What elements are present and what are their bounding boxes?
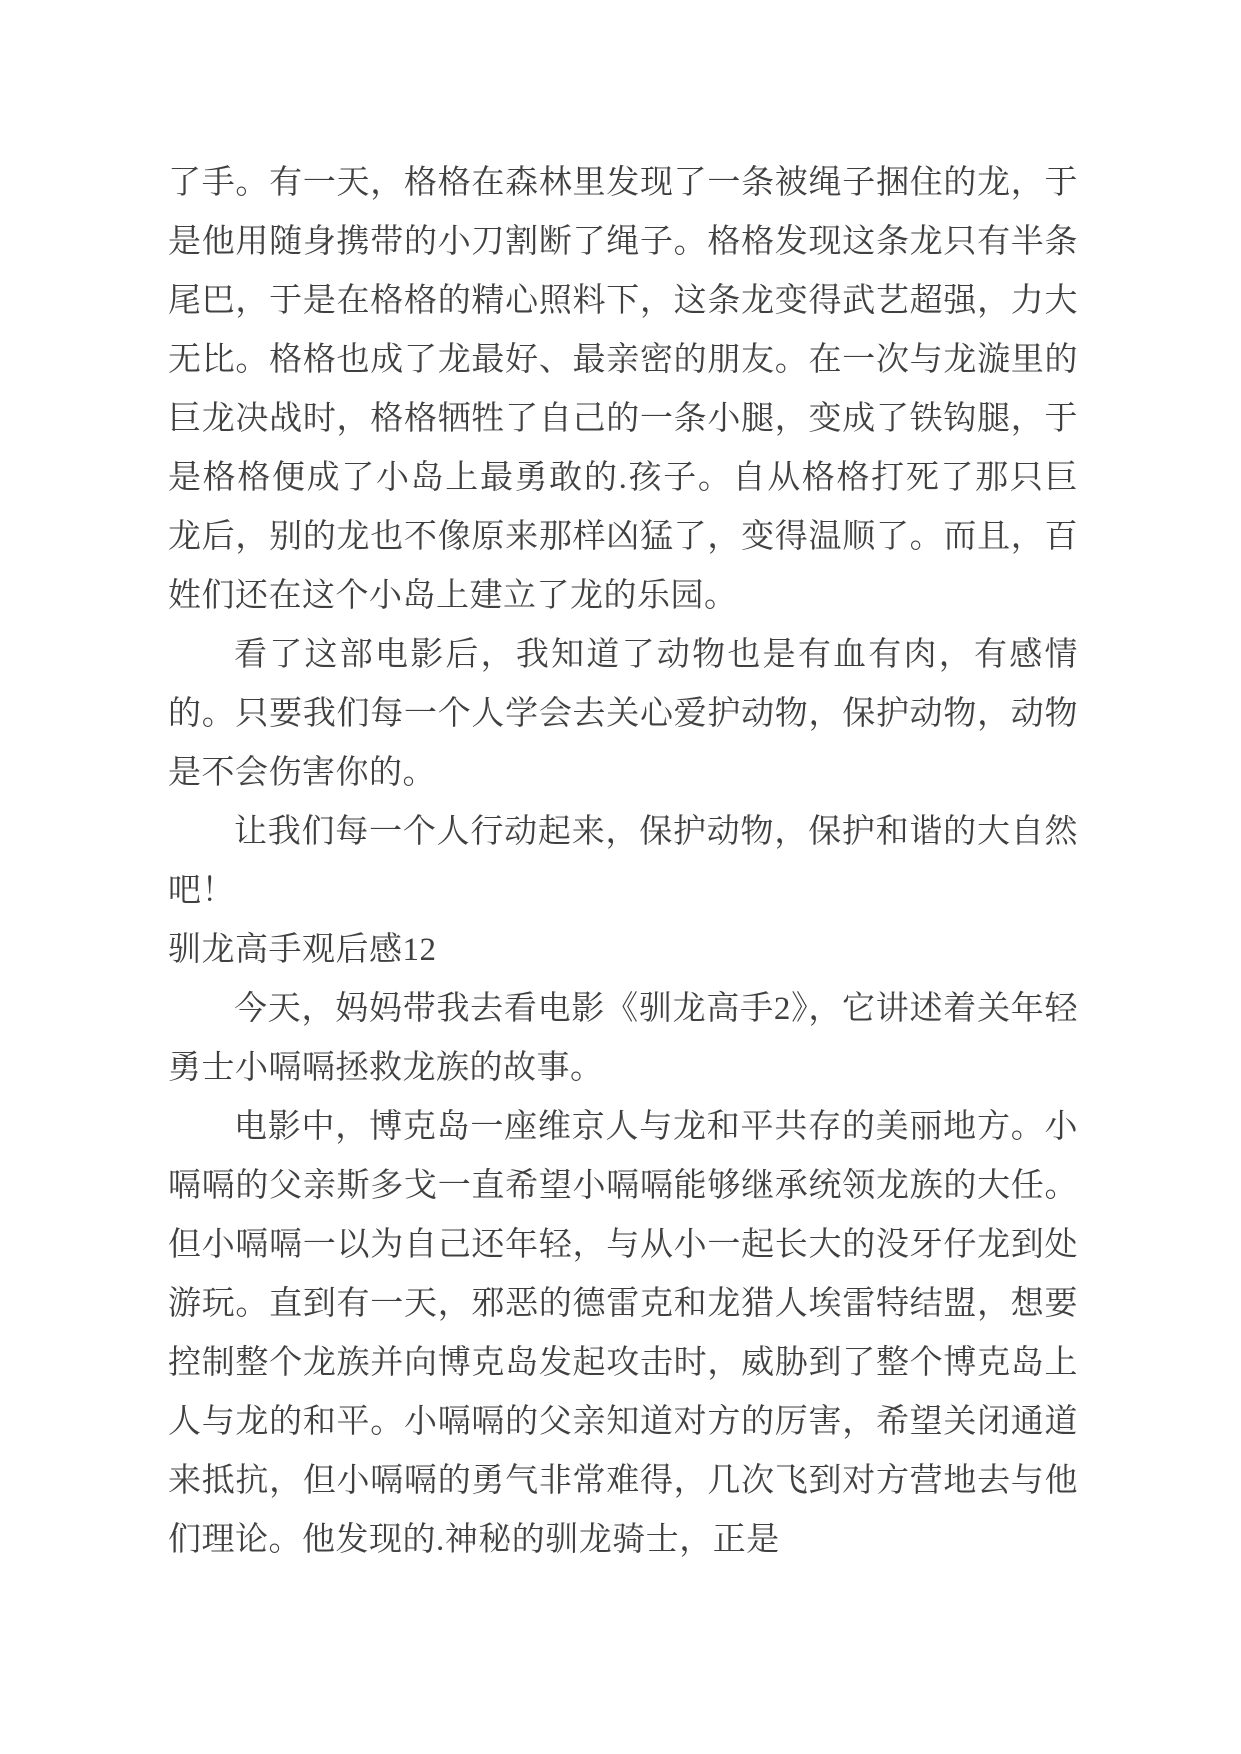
section-heading: 驯龙高手观后感12 bbox=[168, 932, 437, 968]
paragraph-call-to-action: 让我们每一个人行动起来，保护动物，保护和谐的大自然吧！ bbox=[168, 814, 1078, 909]
paragraph-intro: 今天，妈妈带我去看电影《驯龙高手2》，它讲述着关年轻勇士小嗝嗝拯救龙族的故事。 bbox=[168, 991, 1078, 1086]
paragraph-continuation: 了手。有一天，格格在森林里发现了一条被绳子捆住的龙，于是他用随身携带的小刀割断了绳子。格格发现这条龙只有半条尾巴，于是在格格的精心照料下，这条龙变得武艺超强，力大无比。格格也成了龙最好、最亲密的朋友。在一次与龙漩里的巨龙决战时，格格牺牲了自己的一条小腿，变成了铁钩腿，于是格格便成了小岛上最勇敢的.孩子。自从格格打死了那只巨龙后，别的龙也不像原来那样凶猛了，变得温顺了。而且，百姓们还在这个小岛上建立了龙的乐园。 bbox=[168, 165, 1078, 614]
paragraph-plot-summary: 电影中，博克岛一座维京人与龙和平共存的美丽地方。小嗝嗝的父亲斯多戈一直希望小嗝嗝能够继承统领龙族的大任。但小嗝嗝一以为自己还年轻，与从小一起长大的没牙仔龙到处游玩。直到有一天，邪恶的德雷克和龙猎人埃雷特结盟，想要控制整个龙族并向博克岛发起攻击时，威胁到了整个博克岛上人与龙的和平。小嗝嗝的父亲知道对方的厉害，希望关闭通道来抵抗，但小嗝嗝的勇气非常难得，几次飞到对方营地去与他们理论。他发现的.神秘的驯龙骑士，正是 bbox=[168, 1109, 1078, 1558]
document-content bbox=[168, 154, 1078, 1570]
paragraph-movie-reflection: 看了这部电影后，我知道了动物也是有血有肉，有感情的。只要我们每一个人学会去关心爱护动物，保护动物，动物是不会伤害你的。 bbox=[168, 637, 1078, 791]
